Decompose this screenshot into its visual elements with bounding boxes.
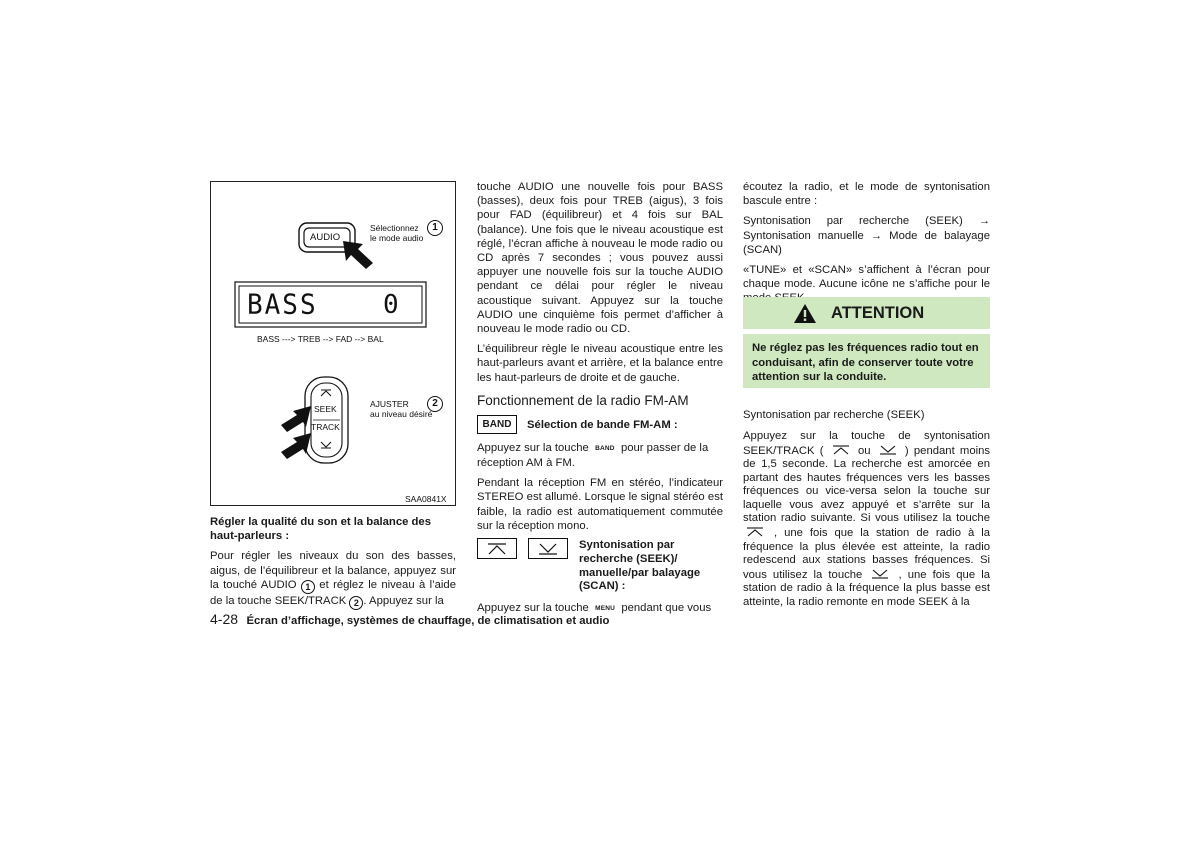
paragraph-sound-adjust [210,549,456,609]
para-text-1: Pour régler les niveaux du son des basses, aigus, de l’équilibreur et la balance, appuyez sur la touché AUDIO [210,550,456,591]
seek-detail-d: , une fois que la station de radio à la fréquence la plus basse est atteinte, la radio remonte en mode SEEK à la [743,568,990,608]
seek-up-button-icon [477,538,517,559]
arrow-2b [281,433,311,459]
callout-2-line1: AJUSTER [370,399,409,409]
page-number: 4-28 [210,611,239,627]
callout-1-line1: Sélectionnez [370,223,419,233]
band-press-text-b: pour passer de la réception AM à FM. [477,441,709,470]
band-inline-icon: BAND [595,444,615,452]
paragraph-stereo: Pendant la réception FM en stéréo, l’indicateur STEREO est allumé. Lorsque le signal stéréo est faible, la radio est automatiquement commutée sur la réception mono. [477,477,723,532]
paragraph-mode-sequence: Syntonisation par recherche (SEEK) → Syntonisation manuelle → Mode de balayage (SCAN) [743,215,990,256]
seek-label: SEEK [314,404,337,414]
mode-sequence: BASS ---> TREB --> FAD --> BAL [257,334,384,344]
seek-down-button-icon [528,538,568,559]
display-value: 0 [383,290,399,320]
display-mode-text: BASS [247,289,318,321]
figure-drawing [211,182,457,507]
left-column [210,515,456,610]
band-heading: Sélection de bande FM-AM : [527,418,678,431]
attention-title: ATTENTION [831,304,925,322]
seek-heading-row [477,536,723,598]
warning-triangle-icon [793,303,817,324]
paragraph-seek-detail [743,430,990,609]
callout-1-line2: le mode audio [370,233,424,243]
page-footer [210,611,810,629]
seek-up-inline-icon [829,444,853,456]
seek-up-inline-icon-2 [743,526,767,538]
right-column-lower [743,408,990,609]
callout-2-number: 2 [427,396,443,412]
menu-press-text-a: Appuyez sur la touche [477,602,589,615]
chapter-title: Écran d’affichage, systèmes de chauffage, de climatisation et audio [246,615,610,627]
figure-id: SAA0841X [405,494,447,504]
band-heading-row [477,415,723,437]
callout-1-number: 1 [427,220,443,236]
track-label: TRACK [311,422,340,432]
paragraph-band-press [477,441,723,470]
menu-inline-icon: MENU [595,605,616,613]
callout-2-line2: au niveau désiré [370,409,433,419]
seek-detail-b: ) pendant moins de 1,5 seconde. La recherche est amorcée en partant des hautes fréquences vers les basses fréquences ou vice-versa selon la touche sur laquelle vous avez appuyé et s’arrête sur la station radio suivante. Si vous utilisez la touche [743,444,991,525]
seek-detail-a: Appuyez sur la touche de syntonisation SEEK/TRACK ( [743,430,990,457]
paragraph-balance: L’équilibreur règle le niveau acoustique entre les haut-parleurs avant et arrière, et la balance entre les haut-parleurs de droite et de gauche. [477,343,723,384]
seek-down-inline-icon [876,444,900,456]
audio-button-label: AUDIO [310,232,341,243]
attention-header [743,297,990,329]
right-column [743,180,990,306]
para-text-3: . Appuyez sur la [363,594,444,607]
band-press-text-a: Appuyez sur la touche [477,441,589,454]
seek-subtitle: Syntonisation par recherche (SEEK) [743,409,925,421]
audio-figure [210,181,456,506]
up-chevron [321,391,331,396]
seek-detail-c: , une fois que la station de radio à la fréquence la plus élevée est atteinte, la radio redescend aux stations basses fréquences. Si vous utilisez la touche [743,527,990,581]
seek-heading: Syntonisation par recherche (SEEK)/ manuelle/par balayage (SCAN) : [579,539,701,593]
para-text-2: et réglez le niveau à l’aide de la touche SEEK/TRACK [210,578,456,607]
seek-down-inline-icon-2 [868,568,892,580]
arrow-1 [343,241,373,269]
paragraph-tuning-mode: écoutez la radio, et le mode de syntonisation bascule entre : [743,181,990,208]
section-heading-sound: Régler la qualité du son et la balance des haut-parleurs : [210,516,431,543]
down-chevron [321,442,331,447]
band-button-icon: BAND [477,415,517,434]
callout-number-2: 2 [349,596,363,610]
paragraph-tune-scan: «TUNE» et «SCAN» s’affichent à l’écran pour chaque mode. Aucune icône ne s’affiche pour le [743,264,990,291]
callout-number-1: 1 [301,580,315,594]
attention-body [743,334,990,388]
paragraph-audio-modes: touche AUDIO une nouvelle fois pour BASS (basses), deux fois pour TREB (aigus), 3 fois pour FAD (équilibreur) et 4 fois sur BAL (balance). Une fois que le niveau acoustique est réglé, l’écran affiche à nouveau le mode radio ou CD après 7 secondes ; vous pouvez aussi appuyer une nouvelle fois sur la touche AUDIO pendant ce délai pour régler le niveau acoustique suivant. Appuyez sur la touche AUDIO une cinquième fois permet d’afficher à nouveau le mode radio ou CD. [477,181,723,336]
section-title-radio: Fonctionnement de la radio FM-AM [477,392,689,408]
middle-column [477,180,723,616]
seek-detail-or: ou [857,444,871,457]
menu-press-text-b: pendant que vous [621,602,712,615]
attention-text: Ne réglez pas les fréquences radio tout en conduisant, afin de conserver toute votre attention sur la conduite. [752,342,979,384]
arrow-2a [281,406,311,432]
